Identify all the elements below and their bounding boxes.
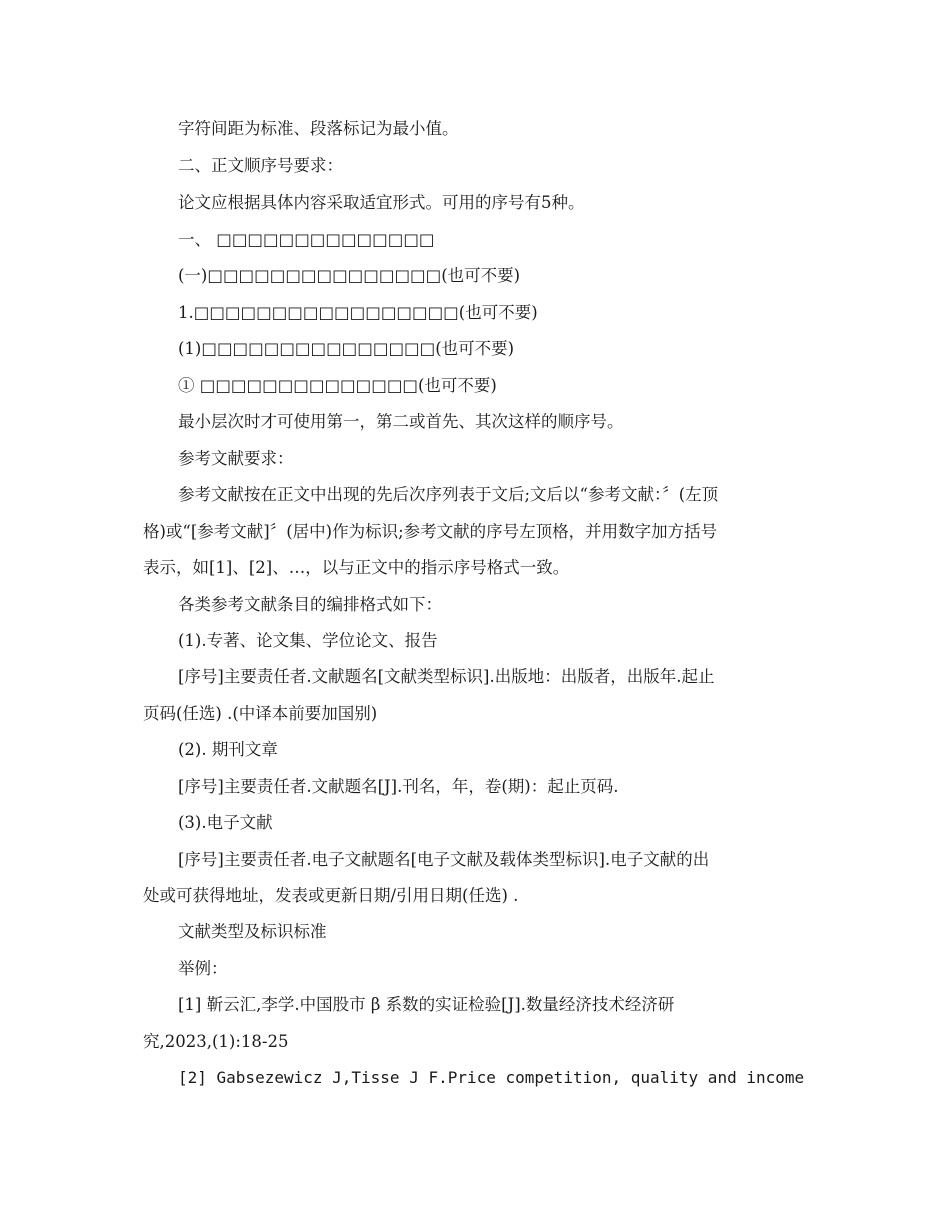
numbering-example: (1)□□□□□□□□□□□□□□□(也可不要): [178, 339, 515, 358]
section-heading: 参考文献要求：: [178, 449, 294, 468]
text-line: 页码(任选) .(中译本前要加国别): [143, 704, 378, 723]
section-heading: 二、正文顺序号要求：: [178, 156, 343, 175]
text-line: [序号]主要责任者.文献题名[文献类型标识].出版地：出版者，出版年.起止: [178, 667, 715, 686]
text-line: 格)或“[参考文献]〞(居中)作为标识;参考文献的序号左顶格，并用数字加方括号: [143, 522, 718, 541]
reference-type-heading: (3).电子文献: [178, 813, 273, 832]
reference-entry: [1] 靳云汇,李学.中国股市 β 系数的实证检验[J].数量经济技术经济研: [178, 995, 675, 1014]
text-line: 参考文献按在正文中出现的先后次序列表于文后;文后以“参考文献：〞(左顶: [178, 485, 719, 504]
reference-type-heading: (1).专著、论文集、学位论文、报告: [178, 631, 438, 650]
reference-entry: [2] Gabsezewicz J,Tisse J F.Price competition, quality and income: [178, 1068, 805, 1087]
text-line: 表示，如[1]、[2]、…，以与正文中的指示序号格式一致。: [143, 558, 570, 577]
numbering-example: 一、 □□□□□□□□□□□□□□: [178, 230, 435, 249]
text-line: [序号]主要责任者.文献题名[J].刊名，年，卷(期)：起止页码.: [178, 777, 619, 796]
text-line: 字符间距为标准、段落标记为最小值。: [178, 119, 459, 138]
reference-entry: 究,2023,(1):18-25: [143, 1032, 289, 1051]
text-line: 文献类型及标识标准: [178, 922, 327, 941]
numbering-example: (一)□□□□□□□□□□□□□□□(也可不要): [178, 266, 521, 285]
numbering-example: 1.□□□□□□□□□□□□□□□□□(也可不要): [178, 303, 538, 322]
numbering-example: ① □□□□□□□□□□□□□□(也可不要): [178, 376, 497, 395]
text-line: [序号]主要责任者.电子文献题名[电子文献及载体类型标识].电子文献的出: [178, 850, 710, 869]
text-line: 处或可获得地址，发表或更新日期/引用日期(任选) .: [143, 886, 519, 905]
text-line: 各类参考文献条目的编排格式如下：: [178, 595, 442, 614]
text-line: 举例：: [178, 959, 228, 978]
text-line: 论文应根据具体内容采取适宜形式。可用的序号有5种。: [178, 193, 585, 212]
reference-type-heading: (2). 期刊文章: [178, 740, 278, 759]
text-line: 最小层次时才可使用第一，第二或首先、其次这样的顺序号。: [178, 412, 624, 431]
